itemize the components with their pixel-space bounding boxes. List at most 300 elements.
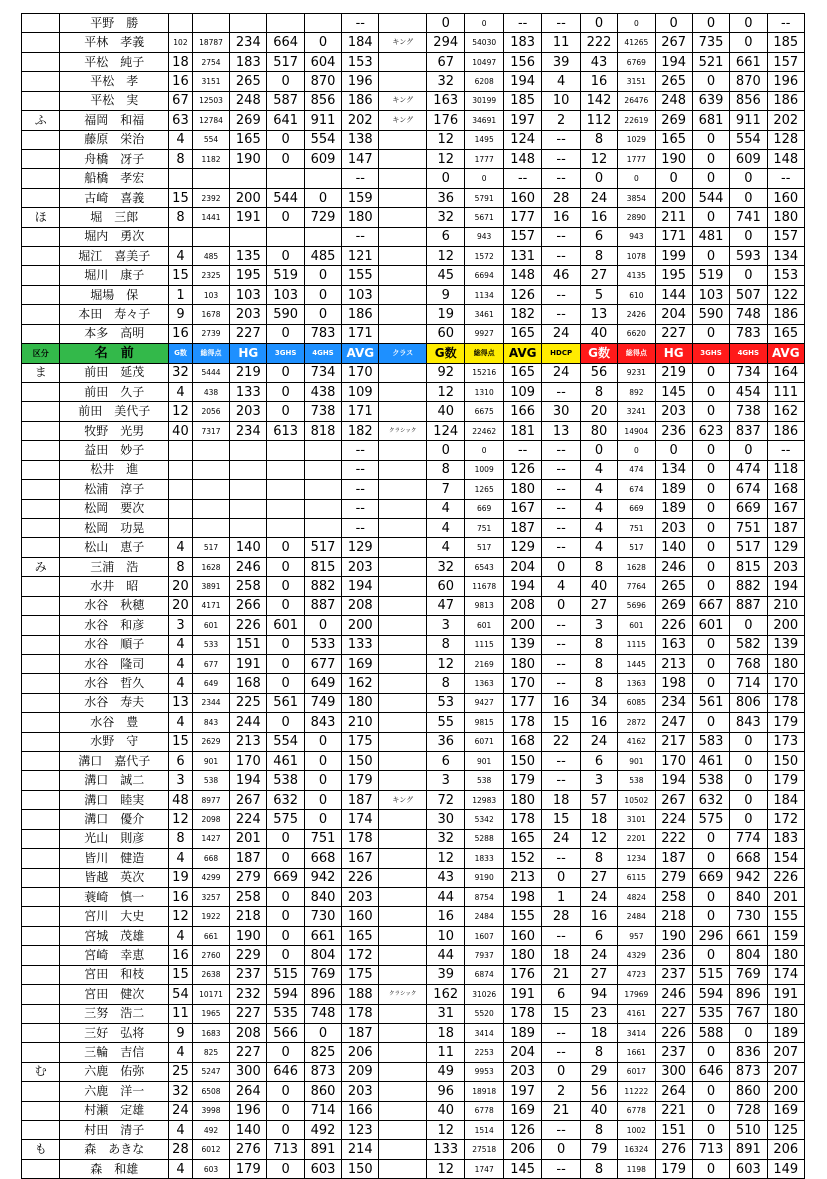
stat-cell: -- — [767, 14, 805, 33]
stat-cell: 438 — [304, 383, 341, 402]
table-row — [22, 1043, 805, 1062]
player-name-cell: 水井 昭 — [60, 577, 169, 596]
stat-cell: 182 — [503, 305, 541, 324]
stat-cell: 43 — [580, 52, 617, 71]
table-row — [22, 324, 805, 343]
stat-cell: 3151 — [618, 72, 655, 91]
table-row — [22, 130, 805, 149]
stat-cell: 2392 — [192, 188, 229, 207]
stat-cell: 0 — [304, 616, 341, 635]
table-row — [22, 1023, 805, 1042]
stat-cell: 5444 — [192, 363, 229, 382]
stat-cell: 12 — [426, 1121, 464, 1140]
stat-cell: 139 — [503, 635, 541, 654]
stat-cell: 485 — [192, 247, 229, 266]
stat-cell: 9813 — [465, 596, 503, 615]
player-name-cell: 溝口 誠二 — [60, 771, 169, 790]
stat-cell: 2754 — [192, 52, 229, 71]
stat-cell: 194 — [767, 577, 805, 596]
stat-cell: 34691 — [465, 111, 503, 130]
stat-cell: 590 — [267, 305, 304, 324]
stat-cell: 1 — [542, 887, 580, 906]
header-g3-0: G数 — [580, 344, 617, 363]
stat-cell: 28 — [542, 188, 580, 207]
table-row — [22, 752, 805, 771]
player-name-cell: 森 和雄 — [60, 1159, 169, 1178]
stat-cell: 152 — [503, 849, 541, 868]
stat-cell: 203 — [230, 402, 267, 421]
class-cell — [379, 1004, 427, 1023]
player-name-cell: 皆川 健造 — [60, 849, 169, 868]
stat-cell: 751 — [730, 518, 767, 537]
stat-cell: 211 — [655, 208, 692, 227]
stat-cell: 218 — [230, 907, 267, 926]
table-row — [22, 383, 805, 402]
stat-cell: 0 — [304, 1023, 341, 1042]
stat-cell: 535 — [692, 1004, 729, 1023]
class-cell — [379, 596, 427, 615]
stat-cell: -- — [542, 247, 580, 266]
table-row — [22, 693, 805, 712]
stat-cell: 134 — [655, 460, 692, 479]
stat-cell: 554 — [304, 130, 341, 149]
stat-cell: 221 — [655, 1101, 692, 1120]
stat-cell: 168 — [503, 732, 541, 751]
stat-cell: 4299 — [192, 868, 229, 887]
stat-cell: 46 — [542, 266, 580, 285]
stat-cell: 16 — [169, 946, 193, 965]
stat-cell: 15 — [542, 810, 580, 829]
stat-cell: 594 — [692, 985, 729, 1004]
stat-cell: 24 — [580, 887, 617, 906]
header-row — [22, 344, 805, 363]
stat-cell: 237 — [230, 965, 267, 984]
stat-cell: 149 — [767, 1159, 805, 1178]
stat-cell: 860 — [730, 1082, 767, 1101]
stat-cell: 1198 — [618, 1159, 655, 1178]
header-g2-1: 総得点 — [465, 344, 503, 363]
stat-cell: 896 — [730, 985, 767, 1004]
stat-cell: 265 — [655, 72, 692, 91]
class-cell — [379, 1101, 427, 1120]
stat-cell: 94 — [580, 985, 617, 1004]
stat-cell: 39 — [426, 965, 464, 984]
stat-cell: 4162 — [618, 732, 655, 751]
stat-cell — [230, 460, 267, 479]
stat-cell: 7317 — [192, 421, 229, 440]
stat-cell: 664 — [267, 33, 304, 52]
stat-cell: 9 — [169, 1023, 193, 1042]
stat-cell — [192, 460, 229, 479]
stat-cell: 5696 — [618, 596, 655, 615]
stat-cell: 911 — [730, 111, 767, 130]
table-row — [22, 72, 805, 91]
stat-cell: 0 — [542, 557, 580, 576]
stat-cell: 1234 — [618, 849, 655, 868]
stat-cell: 4 — [169, 926, 193, 945]
stat-cell: 519 — [692, 266, 729, 285]
stat-cell — [304, 518, 341, 537]
stat-cell: 232 — [230, 985, 267, 1004]
stat-cell: 0 — [267, 1101, 304, 1120]
player-name-cell: 前田 久子 — [60, 383, 169, 402]
kana-group-cell — [22, 52, 60, 71]
table-row — [22, 577, 805, 596]
player-name-cell: 溝口 睦実 — [60, 790, 169, 809]
stat-cell: 4 — [169, 635, 193, 654]
player-name-cell: 宮城 茂雄 — [60, 926, 169, 945]
stat-cell: 142 — [580, 91, 617, 110]
stat-cell: 171 — [342, 324, 379, 343]
stat-cell: 134 — [767, 247, 805, 266]
stat-cell: 178 — [503, 713, 541, 732]
player-name-cell: 本田 寿々子 — [60, 305, 169, 324]
class-cell — [379, 266, 427, 285]
stat-cell: 887 — [304, 596, 341, 615]
stat-cell: 186 — [342, 305, 379, 324]
stat-cell: 227 — [230, 1004, 267, 1023]
class-cell — [379, 849, 427, 868]
stat-cell: 150 — [342, 752, 379, 771]
class-cell — [379, 383, 427, 402]
stat-cell: 169 — [767, 1101, 805, 1120]
stat-cell: 6017 — [618, 1062, 655, 1081]
stat-cell: 603 — [304, 1159, 341, 1178]
stat-cell — [304, 460, 341, 479]
header-g1-0: G数 — [169, 344, 193, 363]
table-row — [22, 111, 805, 130]
class-cell: クラシック — [379, 421, 427, 440]
stat-cell: 24 — [542, 363, 580, 382]
stat-cell: 6620 — [618, 324, 655, 343]
stat-cell: 53 — [426, 693, 464, 712]
kana-group-cell — [22, 635, 60, 654]
stat-cell: 6 — [426, 227, 464, 246]
kana-group-cell: も — [22, 1140, 60, 1159]
stat-cell: 237 — [655, 1043, 692, 1062]
stat-cell: 677 — [192, 654, 229, 673]
stat-cell: 492 — [192, 1121, 229, 1140]
stat-cell: 198 — [655, 674, 692, 693]
class-cell — [379, 499, 427, 518]
kana-group-cell: ふ — [22, 111, 60, 130]
stat-cell: 535 — [267, 1004, 304, 1023]
stat-cell: -- — [342, 480, 379, 499]
stat-cell: 179 — [342, 771, 379, 790]
stat-cell: -- — [767, 169, 805, 188]
kana-group-cell — [22, 907, 60, 926]
stat-cell: 31026 — [465, 985, 503, 1004]
stat-cell: 582 — [730, 635, 767, 654]
stat-cell: 227 — [230, 324, 267, 343]
stat-cell: 125 — [767, 1121, 805, 1140]
kana-group-cell: み — [22, 557, 60, 576]
stat-cell: 112 — [580, 111, 617, 130]
stat-cell: 825 — [304, 1043, 341, 1062]
player-name-cell: 松岡 功晃 — [60, 518, 169, 537]
stat-cell: 203 — [342, 887, 379, 906]
stat-cell: 0 — [304, 188, 341, 207]
table-body — [22, 14, 805, 1179]
stat-cell: 15 — [169, 266, 193, 285]
stat-cell: 179 — [230, 1159, 267, 1178]
stat-cell: 538 — [692, 771, 729, 790]
stat-cell: 15 — [542, 1004, 580, 1023]
stat-cell: 0 — [267, 538, 304, 557]
stat-cell: 175 — [342, 965, 379, 984]
stat-cell: 0 — [267, 208, 304, 227]
stat-cell: 0 — [267, 363, 304, 382]
stat-cell: 1572 — [465, 247, 503, 266]
table-row — [22, 247, 805, 266]
stat-cell: 174 — [767, 965, 805, 984]
stat-cell: 1441 — [192, 208, 229, 227]
stat-cell: 538 — [618, 771, 655, 790]
stat-cell: 267 — [655, 790, 692, 809]
kana-group-cell — [22, 946, 60, 965]
table-row — [22, 538, 805, 557]
stat-cell: 31 — [426, 1004, 464, 1023]
stat-cell: 0 — [692, 324, 729, 343]
stat-cell: 16 — [542, 693, 580, 712]
stat-cell: 0 — [692, 149, 729, 168]
stat-cell: 12 — [426, 849, 464, 868]
stat-cell: 6874 — [465, 965, 503, 984]
player-name-cell: 藤原 栄治 — [60, 130, 169, 149]
stat-cell: 160 — [503, 188, 541, 207]
stat-cell: 0 — [655, 14, 692, 33]
stat-cell: 942 — [730, 868, 767, 887]
stat-cell: 196 — [767, 72, 805, 91]
stat-cell: 0 — [267, 713, 304, 732]
stat-cell: 16 — [169, 72, 193, 91]
stat-cell: 8 — [580, 383, 617, 402]
stat-cell: 20 — [580, 402, 617, 421]
stat-cell: 2253 — [465, 1043, 503, 1062]
stat-cell: 661 — [192, 926, 229, 945]
table-row — [22, 285, 805, 304]
class-cell — [379, 460, 427, 479]
player-name-cell: 松浦 淳子 — [60, 480, 169, 499]
stat-cell: 481 — [692, 227, 729, 246]
stat-cell: 0 — [730, 771, 767, 790]
table-row — [22, 1159, 805, 1178]
table-row — [22, 91, 805, 110]
player-name-cell: 村瀬 定雄 — [60, 1101, 169, 1120]
stat-cell: 183 — [230, 52, 267, 71]
kana-group-cell — [22, 887, 60, 906]
stat-cell: 144 — [655, 285, 692, 304]
stat-cell: 0 — [304, 810, 341, 829]
stat-cell: 870 — [304, 72, 341, 91]
stat-cell: 9 — [426, 285, 464, 304]
stat-cell: 8 — [580, 849, 617, 868]
stat-cell: 198 — [503, 887, 541, 906]
stat-cell: 157 — [767, 227, 805, 246]
class-cell — [379, 693, 427, 712]
stat-cell: 27 — [580, 266, 617, 285]
stat-cell: 24 — [580, 188, 617, 207]
stat-cell: 40 — [580, 577, 617, 596]
stat-cell: 122 — [767, 285, 805, 304]
stat-cell: 18918 — [465, 1082, 503, 1101]
stat-cell: 4 — [169, 849, 193, 868]
stat-cell: -- — [542, 771, 580, 790]
stat-cell: 79 — [580, 1140, 617, 1159]
stat-cell: 214 — [342, 1140, 379, 1159]
stat-cell: 16 — [542, 208, 580, 227]
player-name-cell: 松井 進 — [60, 460, 169, 479]
stat-cell: 0 — [542, 1062, 580, 1081]
stat-cell: 1495 — [465, 130, 503, 149]
kana-group-cell — [22, 693, 60, 712]
stat-cell: 10 — [542, 91, 580, 110]
stat-cell: 2484 — [465, 907, 503, 926]
stat-cell — [230, 518, 267, 537]
stat-cell: 510 — [730, 1121, 767, 1140]
stat-cell: 15 — [169, 188, 193, 207]
stat-cell: 4 — [426, 538, 464, 557]
table-row — [22, 849, 805, 868]
stat-cell: 2872 — [618, 713, 655, 732]
player-name-cell: 古崎 喜義 — [60, 188, 169, 207]
stat-cell: 8 — [169, 208, 193, 227]
stat-cell: -- — [342, 169, 379, 188]
stat-cell: 148 — [767, 149, 805, 168]
stat-cell: 8 — [426, 635, 464, 654]
stat-cell: 258 — [655, 887, 692, 906]
stat-cell — [230, 480, 267, 499]
stat-cell: 1777 — [618, 149, 655, 168]
stat-cell: 10497 — [465, 52, 503, 71]
stat-cell: -- — [342, 441, 379, 460]
table-row — [22, 887, 805, 906]
stat-cell: 246 — [230, 557, 267, 576]
stat-cell — [304, 14, 341, 33]
table-row — [22, 1062, 805, 1081]
stat-cell: 11 — [542, 33, 580, 52]
stat-cell: 669 — [692, 868, 729, 887]
stat-cell: 171 — [655, 227, 692, 246]
player-name-cell: 蓑崎 慎一 — [60, 887, 169, 906]
stat-cell: 604 — [304, 52, 341, 71]
stat-cell: 4 — [580, 499, 617, 518]
stat-cell: 603 — [192, 1159, 229, 1178]
stat-cell: 227 — [655, 324, 692, 343]
stat-cell: 176 — [503, 965, 541, 984]
stat-cell: 2056 — [192, 402, 229, 421]
stat-cell: 184 — [342, 33, 379, 52]
table-row — [22, 674, 805, 693]
stat-cell: 2344 — [192, 693, 229, 712]
stat-cell: 804 — [730, 946, 767, 965]
stat-cell: 226 — [767, 868, 805, 887]
header-g3-5: AVG — [767, 344, 805, 363]
stat-cell: 12 — [426, 149, 464, 168]
stat-cell — [169, 518, 193, 537]
player-name-cell: 溝口 優介 — [60, 810, 169, 829]
stat-cell: 8 — [580, 1121, 617, 1140]
stat-cell: 164 — [767, 363, 805, 382]
stat-cell: 748 — [304, 1004, 341, 1023]
stat-cell: 44 — [426, 946, 464, 965]
class-cell — [379, 810, 427, 829]
stat-cell: 554 — [730, 130, 767, 149]
stat-cell: 32 — [169, 363, 193, 382]
stat-cell: 3241 — [618, 402, 655, 421]
stat-cell: 554 — [192, 130, 229, 149]
player-name-cell: 本多 高明 — [60, 324, 169, 343]
stat-cell: 892 — [618, 383, 655, 402]
table-row — [22, 829, 805, 848]
player-name-cell: 皆越 英次 — [60, 868, 169, 887]
stat-cell: 160 — [342, 907, 379, 926]
stat-cell: 18 — [542, 790, 580, 809]
stat-cell: 4 — [426, 518, 464, 537]
stat-cell: 13 — [169, 693, 193, 712]
stat-cell: 0 — [267, 1121, 304, 1140]
stat-cell: 12 — [169, 402, 193, 421]
stat-cell: 590 — [692, 305, 729, 324]
stat-cell: 165 — [655, 130, 692, 149]
class-cell — [379, 887, 427, 906]
stat-cell: 24 — [580, 946, 617, 965]
stat-cell: 183 — [767, 829, 805, 848]
stat-cell: 163 — [655, 635, 692, 654]
stat-cell: 178 — [767, 693, 805, 712]
player-name-cell: 水谷 寿夫 — [60, 693, 169, 712]
stat-cell: 0 — [692, 460, 729, 479]
stat-cell: 3998 — [192, 1101, 229, 1120]
stat-cell: 0 — [542, 868, 580, 887]
stat-cell: 189 — [503, 1023, 541, 1042]
class-cell — [379, 616, 427, 635]
stat-cell: 12 — [169, 810, 193, 829]
stat-cell: 1265 — [465, 480, 503, 499]
kana-group-cell — [22, 499, 60, 518]
stat-cell: 172 — [767, 810, 805, 829]
stat-cell: 0 — [426, 14, 464, 33]
class-cell: キング — [379, 111, 427, 130]
player-name-cell: 平松 実 — [60, 91, 169, 110]
stat-cell: -- — [542, 169, 580, 188]
class-cell — [379, 674, 427, 693]
class-cell: クラシック — [379, 985, 427, 1004]
stat-cell: 133 — [230, 383, 267, 402]
stat-cell: 8 — [580, 654, 617, 673]
class-cell: キング — [379, 91, 427, 110]
stat-cell — [192, 14, 229, 33]
stat-cell: 191 — [503, 985, 541, 1004]
stat-cell: 728 — [730, 1101, 767, 1120]
table-row — [22, 188, 805, 207]
stat-cell: 11 — [426, 1043, 464, 1062]
table-row — [22, 732, 805, 751]
stat-cell: 227 — [230, 1043, 267, 1062]
stat-cell: 177 — [503, 208, 541, 227]
class-cell — [379, 247, 427, 266]
kana-group-cell — [22, 227, 60, 246]
kana-group-cell — [22, 383, 60, 402]
stat-cell: 587 — [267, 91, 304, 110]
stat-cell: 147 — [342, 149, 379, 168]
stat-cell: 80 — [580, 421, 617, 440]
kana-group-cell — [22, 713, 60, 732]
header-g1-5: AVG — [342, 344, 379, 363]
stat-cell — [169, 227, 193, 246]
stat-cell: 190 — [230, 926, 267, 945]
stat-cell: 3257 — [192, 887, 229, 906]
